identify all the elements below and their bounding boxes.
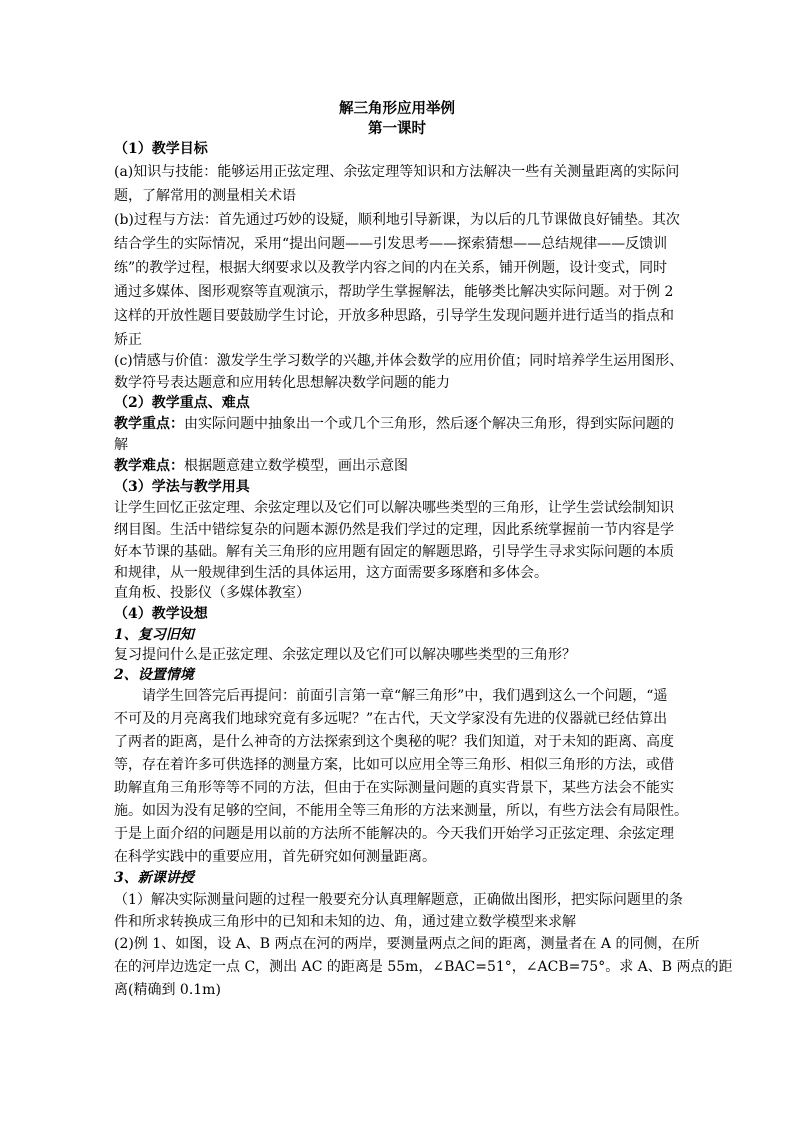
text-line: 离(精确到 0.1m) bbox=[114, 982, 221, 998]
section-heading-design: （4）教学设想 bbox=[114, 606, 208, 622]
subheading-context: 2、设置情境 bbox=[114, 667, 194, 683]
text-line: 纲目图。生活中错综复杂的问题本源仍然是我们学过的定理，因此系统掌握前一节内容是学 bbox=[114, 522, 674, 538]
text-line: 在科学实践中的重要应用，首先研究如何测量距离。 bbox=[114, 849, 436, 865]
text-line: 施。如因为没有足够的空间，不能用全等三角形的方法来测量，所以，有些方法会有局限性。 bbox=[114, 803, 688, 819]
text-line: 件和所求转换成三角形中的已知和未知的边、角，通过建立数学模型来求解 bbox=[114, 914, 576, 930]
text-line: 助解直角三角形等等不同的方法，但由于在实际测量问题的真实背景下，某些方法会不能实 bbox=[114, 780, 674, 796]
document-subtitle: 第一课时 bbox=[368, 120, 426, 137]
text-line: 不可及的月亮离我们地球究竟有多远呢？”在古代，天文学家没有先进的仪器就已经估算出 bbox=[114, 711, 668, 727]
document-title: 解三角形应用举例 bbox=[339, 100, 455, 117]
text-line: (a)知识与技能：能够运用正弦定理、余弦定理等知识和方法解决一些有关测量距离的实际问 bbox=[114, 164, 680, 180]
text-line: 直角板、投影仪（多媒体教室） bbox=[114, 585, 310, 601]
text-line: 于是上面介绍的问题是用以前的方法所不能解决的。今天我们开始学习正弦定理、余弦定理 bbox=[114, 826, 674, 842]
text-line: 题，了解常用的测量相关术语 bbox=[114, 188, 296, 204]
text-line: (2)例 1、如图，设 A、B 两点在河的两岸，要测量两点之间的距离，测量者在 A 的同侧，在所 bbox=[114, 936, 700, 952]
subheading-review: 1、复习旧知 bbox=[114, 627, 194, 643]
text-line: 数学符号表达题意和应用转化思想解决数学问题的能力 bbox=[114, 375, 450, 391]
text-line: 练”的教学过程，根据大纲要求以及教学内容之间的内在关系，铺开例题，设计变式，同时 bbox=[114, 260, 668, 276]
label-difficulty: 教学难点： bbox=[114, 458, 184, 474]
section-heading-objectives: （1）教学目标 bbox=[114, 141, 208, 157]
text-line: 在的河岸边选定一点 C，测出 AC 的距离是 55m，∠BAC=51°，∠ACB=75°。求 A、B 两点的距 bbox=[114, 959, 733, 975]
text-line: 结合学生的实际情况，采用“提出问题——引发思考——探索猜想——总结规律——反馈训 bbox=[114, 236, 668, 252]
label-focus: 教学重点： bbox=[114, 416, 184, 432]
text-line: 复习提问什么是正弦定理、余弦定理以及它们可以解决哪些类型的三角形？ bbox=[114, 647, 576, 663]
text-line-difficulty bbox=[114, 456, 408, 476]
section-heading-focus: （2）教学重点、难点 bbox=[114, 395, 250, 411]
text-line: (b)过程与方法：首先通过巧妙的设疑，顺利地引导新课，为以后的几节课做良好铺垫。其次 bbox=[114, 212, 680, 228]
subheading-new-lesson: 3、新课讲授 bbox=[114, 870, 194, 886]
text-line: 等，存在着许多可供选择的测量方案，比如可以应用全等三角形、相似三角形的方法，或借 bbox=[114, 757, 674, 773]
text-line: 解 bbox=[114, 437, 128, 453]
text-line-focus bbox=[114, 414, 674, 434]
text-line: 这样的开放性题目要鼓励学生讨论，开放多种思路，引导学生发现问题并进行适当的指点和 bbox=[114, 308, 674, 324]
focus-text: 由实际问题中抽象出一个或几个三角形，然后逐个解决三角形，得到实际问题的 bbox=[184, 416, 674, 432]
text-line: （1）解决实际测量问题的过程一般要充分认真理解题意，正确做出图形，把实际问题里的条 bbox=[114, 892, 683, 908]
text-line: 了两者的距离，是什么神奇的方法探索到这个奥秘的呢？我们知道，对于未知的距离、高度 bbox=[114, 734, 674, 750]
text-line: (c)情感与价值：激发学生学习数学的兴趣,并体会数学的应用价值；同时培养学生运用图形、 bbox=[114, 353, 684, 369]
text-line: 矫正 bbox=[114, 332, 142, 348]
section-heading-methods: （3）学法与教学用具 bbox=[114, 479, 250, 495]
difficulty-text: 根据题意建立数学模型，画出示意图 bbox=[184, 458, 408, 474]
text-line: 请学生回答完后再提问：前面引言第一章“解三角形”中，我们遇到这么一个问题，“遥 bbox=[142, 688, 668, 704]
text-line: 好本节课的基础。解有关三角形的应用题有固定的解题思路，引导学生寻求实际问题的本质 bbox=[114, 544, 674, 560]
text-line: 让学生回忆正弦定理、余弦定理以及它们可以解决哪些类型的三角形，让学生尝试绘制知识 bbox=[114, 500, 674, 516]
text-line: 和规律，从一般规律到生活的具体运用，这方面需要多琢磨和多体会。 bbox=[114, 565, 548, 581]
text-line: 通过多媒体、图形观察等直观演示，帮助学生掌握解法，能够类比解决实际问题。对于例 2 bbox=[114, 284, 674, 300]
